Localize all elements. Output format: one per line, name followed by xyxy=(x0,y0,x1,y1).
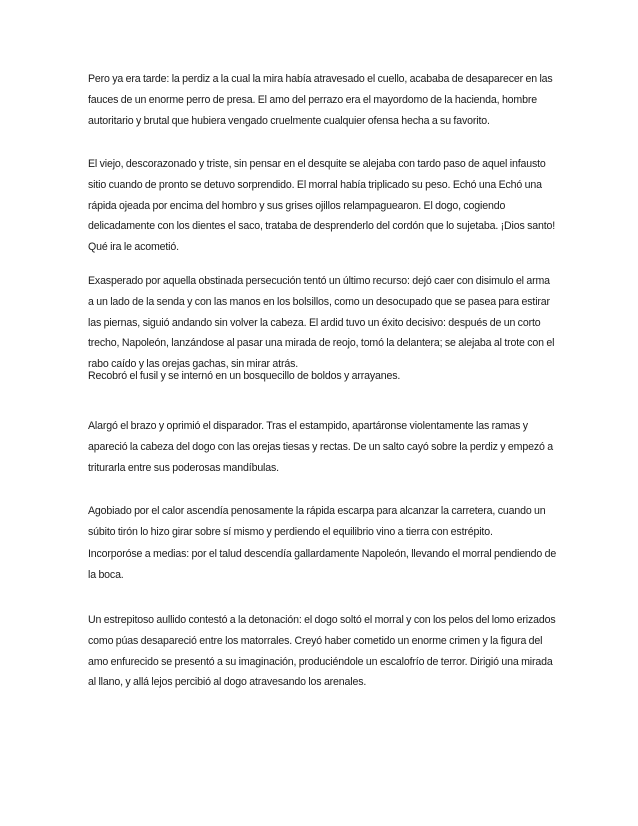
paragraph-3: Exasperado por aquella obstinada persecución tentó un último recurso: dejó caer con disimulo el arma a un lado de la senda y con las manos en los bolsillos, como un desocupado que se pasea para estirar las piernas, siguió andando sin volver la cabeza. El ardid tuvo un éxito decisivo: después de un corto trecho, Napoleón, lanzándose al pasar una mirada de reojo, tomó la delantera; se alejaba al trote con el rabo caído y las orejas gachas, sin mirar atrás. xyxy=(88,275,555,371)
paragraph-7: Incorporóse a medias: por el talud descendía gallardamente Napoleón, llevando el morral pendiendo de la boca. xyxy=(88,548,557,581)
paragraph-4: Recobró el fusil y se internó en un bosquecillo de boldos y arrayanes. xyxy=(88,370,401,382)
paragraph-6: Agobiado por el calor ascendía penosamente la rápida escarpa para alcanzar la carretera, cuando un súbito tirón lo hizo girar sobre sí mismo y perdiendo el equilibrio vino a tierra con estrépito. xyxy=(88,505,546,538)
paragraph-8: Un estrepitoso aullido contestó a la detonación: el dogo soltó el morral y con los pelos del lomo erizados como púas desapareció entre los matorrales. Creyó haber cometido un enorme crimen y la figura del amo enfurecido se presentó a su imaginación, produciéndole un escalofrío de terror. Dirigió una mirada al llano, y allá lejos percibió al dogo atravesando los arenales. xyxy=(88,614,556,689)
paragraph-5: Alargó el brazo y oprimió el disparador. Tras el estampido, apartáronse violentamente las ramas y apareció la cabeza del dogo con las orejas tiesas y rectas. De un salto cayó sobre la perdiz y empezó a triturarla entre sus poderosas mandíbulas. xyxy=(88,420,553,474)
paragraph-1: Pero ya era tarde: la perdiz a la cual la mira había atravesado el cuello, acababa de desaparecer en las fauces de un enorme perro de presa. El amo del perrazo era el mayordomo de la hacienda, hombre autoritario y brutal que hubiera vengado cruelmente cualquier ofensa hecha a su favorito. xyxy=(88,73,553,127)
paragraph-2: El viejo, descorazonado y triste, sin pensar en el desquite se alejaba con tardo paso de aquel infausto sitio cuando de pronto se detuvo sorprendido. El morral había triplicado su peso. Echó una Echó una rápida ojeada por encima del hombro y sus grises ojillos relampaguearon. El dogo, cogiendo delicadamente con los dientes el saco, trataba de desprenderlo del cordón que lo sujetaba. ¡Dios santo! Qué ira le acometió. xyxy=(88,158,556,254)
